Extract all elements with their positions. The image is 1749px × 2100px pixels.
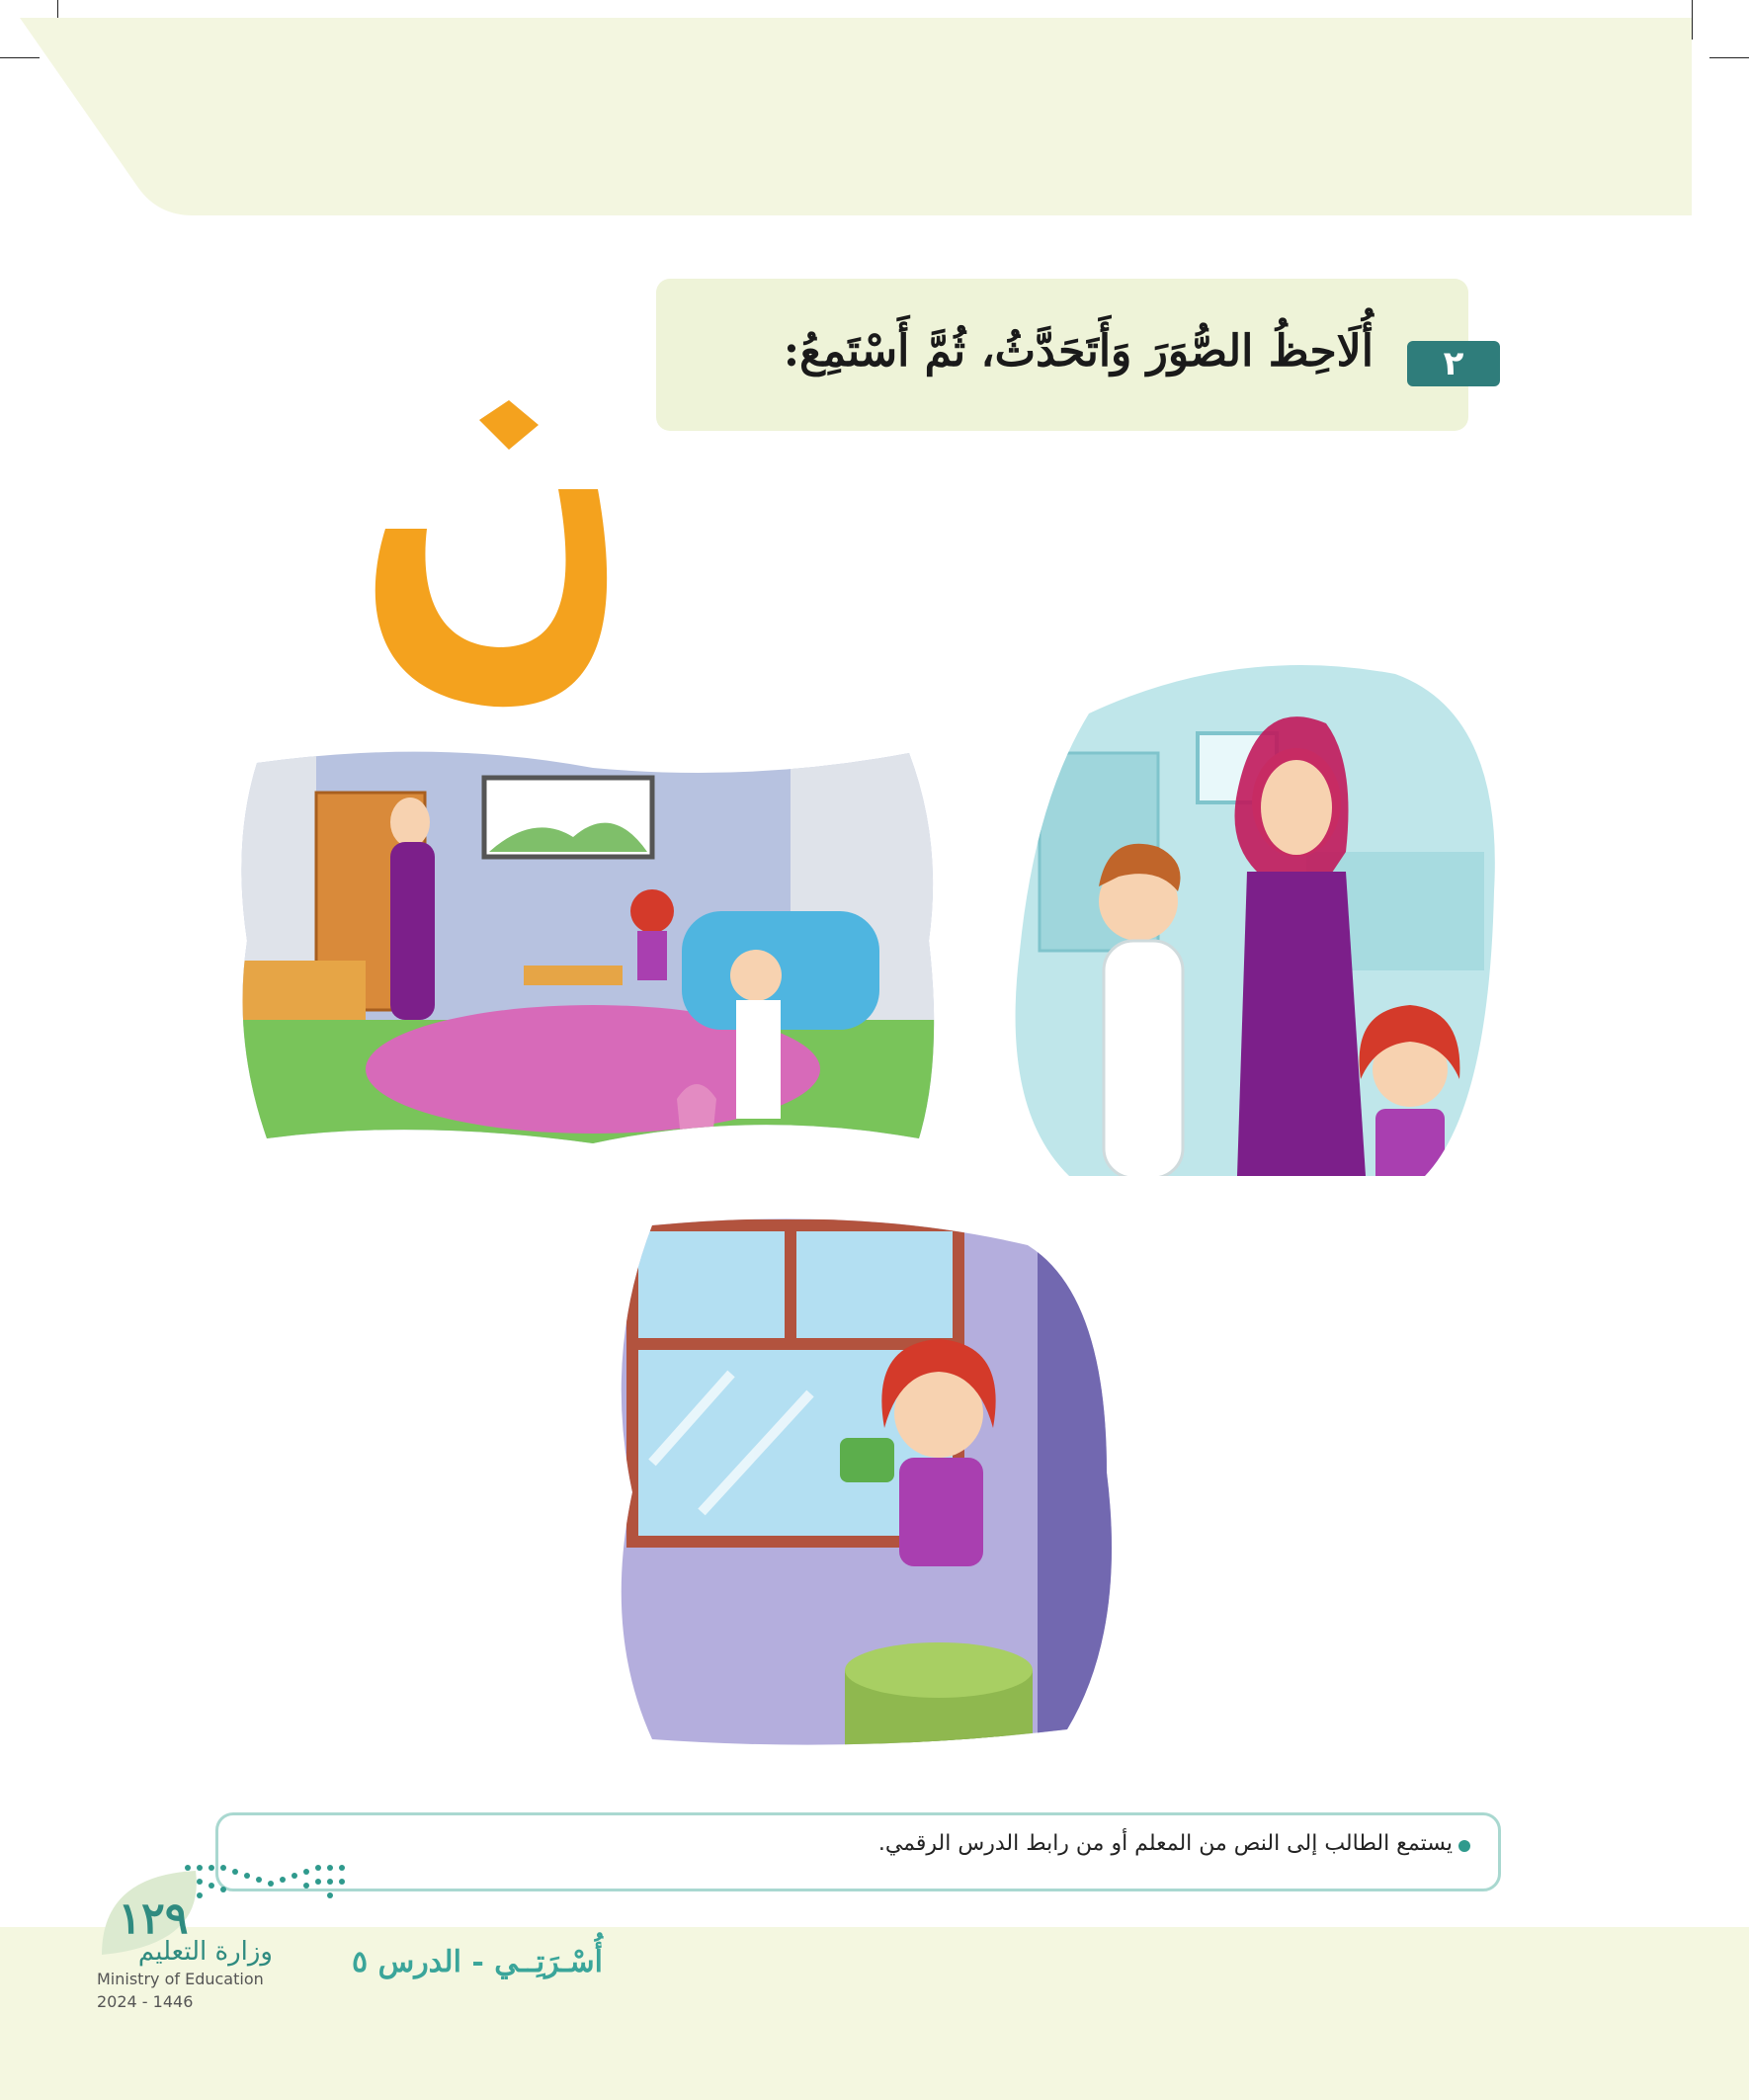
family-illustration: [1010, 654, 1502, 1176]
room-cleaning-illustration: [237, 743, 943, 1148]
window-cleaning-illustration: [613, 1216, 1126, 1749]
bullet-icon: [1458, 1840, 1470, 1852]
top-decorative-band: [0, 0, 1749, 222]
ministry-name-arabic: وزارة التعليم: [137, 1937, 273, 1967]
exercise-number-badge: ٢: [1407, 341, 1500, 386]
academic-year: 2024 - 1446: [97, 1992, 194, 2011]
lesson-title: أُسْـرَتِــي - الدرس ٥: [352, 1945, 603, 1979]
teacher-note-text: يستمع الطالب إلى النص من المعلم أو من رابط الدرس الرقمي.: [877, 1831, 1453, 1856]
letter-nun-glyph: [356, 380, 652, 726]
ministry-name-english: Ministry of Education: [97, 1970, 264, 1988]
instruction-text: أُلَاحِظُ الصُّوَرَ وَأَتَحَدَّثُ، ثُمَّ أَسْتَمِعُ:: [783, 326, 1374, 377]
page-number: ١٢٩: [118, 1893, 189, 1944]
